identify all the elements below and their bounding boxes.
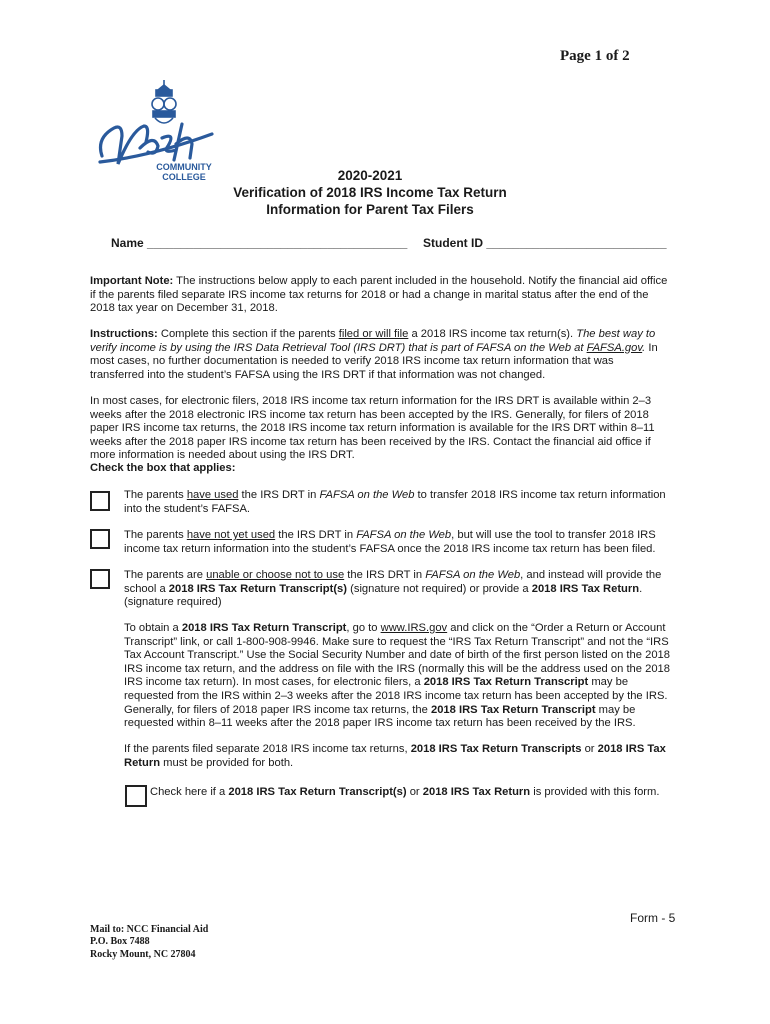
option-3-t5: .(signature required): [124, 582, 643, 609]
option-3-bold-2: 2018 IRS Tax Return: [531, 582, 640, 595]
transcript-provided-checkbox[interactable]: [125, 785, 147, 807]
student-id-field[interactable]: Student ID ___________________________: [423, 236, 667, 250]
obtain-transcript-paragraph: [124, 622, 676, 731]
important-note-text: The instructions below apply to each parent included in the household. Notify the financial aid office if the parents filed separate IRS income tax returns for 2018 or had a change in marital status after the end of the 2018 tax year on December 31, 2018.: [90, 275, 668, 315]
separate-returns-paragraph: [124, 743, 676, 770]
important-note: [90, 275, 670, 316]
important-note-label: Important Note:: [90, 275, 174, 287]
option-3-italic: FAFSA on the Web: [425, 569, 521, 581]
separate-t1: If the parents filed separate 2018 IRS income tax returns,: [124, 743, 411, 755]
option-2-checkbox[interactable]: [90, 529, 110, 549]
title-line-3: Information for Parent Tax Filers: [266, 202, 474, 217]
option-1-t2: the IRS DRT in: [238, 489, 320, 501]
logo-line-community: COMMUNITY: [156, 162, 212, 172]
logo-line-college: COLLEGE: [162, 172, 206, 182]
title-year: 2020-2021: [337, 168, 403, 183]
obtain-t5: may be requested within 8–11 weeks after the 2018 paper IRS income tax return has been received by the IRS.: [124, 703, 636, 730]
instructions-text-2: a 2018 IRS income tax return(s).: [408, 328, 577, 340]
final-check-t3: is provided with this form.: [530, 786, 660, 798]
instructions-text-1: Complete this section if the parents: [157, 328, 339, 340]
mail-address: [90, 924, 208, 961]
mail-line-3: Rocky Mount, NC 27804: [90, 948, 196, 960]
separate-t2: or: [581, 743, 598, 755]
irs-link[interactable]: www.IRS.gov: [380, 622, 448, 634]
final-check-t2: or: [406, 786, 423, 798]
separate-t3: must be provided for both.: [160, 756, 294, 769]
fafsa-link[interactable]: FAFSA.gov: [586, 341, 643, 354]
obtain-bold-3: 2018 IRS Tax Return Transcript: [430, 703, 596, 716]
separate-bold-1: 2018 IRS Tax Return Transcripts: [410, 743, 582, 755]
option-2-t3: , but will use the tool to transfer 2018 IRS income tax return information into the student’s FAFSA once the 2018 IRS income tax return has been filed.: [124, 529, 656, 555]
option-1-text: [124, 489, 676, 516]
final-check-bold-1: 2018 IRS Tax Return Transcript(s): [228, 786, 407, 798]
mail-line-1: Mail to: NCC Financial Aid: [90, 924, 209, 935]
final-check-t1: Check here if a: [150, 786, 229, 798]
instructions-text-3: In most cases, no further documentation is needed to verify 2018 IRS income tax return information that was transferred into the student’s FAFSA using the IRS DRT if that information was not changed.: [90, 341, 658, 381]
obtain-t2: , go to: [346, 622, 381, 634]
option-3-t1: The parents are: [124, 569, 207, 581]
electronic-filers-paragraph: In most cases, for electronic filers, 2018 IRS income tax return information for the IRS DRT is available within 2–3 weeks after the 2018 electronic IRS income tax return has been accepted by the IRS. Generally, for filers of 2018 paper IRS income tax returns, the 2018 IRS income tax return information is available for the IRS DRT within 8–11 weeks after the 2018 paper IRS income tax return has been received by the IRS. Contact the financial aid office if more information is needed about using the IRS DRT.: [90, 395, 655, 462]
name-field[interactable]: Name _______________________________________: [111, 236, 408, 250]
check-header: Check the box that applies:: [90, 462, 236, 474]
option-3-t2: the IRS DRT in: [344, 569, 426, 581]
transcript-provided-text: [150, 786, 676, 800]
option-2-italic: FAFSA on the Web: [356, 529, 452, 541]
obtain-t3: and click on the “Order a Return or Account Transcript” link, or call 1-800-908-9946. Make sure to request the “IRS Tax Return Transcript” and not the “IRS Tax Account Transcript.” Use the Social Security Number and date of birth of the first person listed on the 2018 IRS income tax return, and the address on file with the IRS (normally this will be the address used on the 2018 IRS income tax return). In most cases, for electronic filers, a: [124, 622, 670, 689]
option-2-underline: have not yet used: [186, 529, 276, 541]
title-line-2: Verification of 2018 IRS Income Tax Return: [233, 185, 507, 200]
option-1-t3: to transfer 2018 IRS income tax return information into the student’s FAFSA.: [124, 489, 666, 515]
obtain-bold-2: 2018 IRS Tax Return Transcript: [423, 676, 589, 689]
option-3-checkbox[interactable]: [90, 569, 110, 589]
option-1-italic: FAFSA on the Web: [319, 489, 415, 501]
obtain-bold-1: 2018 IRS Tax Return Transcript: [181, 622, 347, 634]
separate-bold-2: 2018 IRS Tax Return: [124, 743, 666, 769]
page-number: Page 1 of 2: [560, 48, 630, 64]
option-3-t4: (signature not required) or provide a: [347, 582, 532, 595]
option-2-t2: the IRS DRT in: [275, 529, 357, 541]
option-3-text: [124, 569, 676, 610]
form-title: [150, 167, 590, 218]
form-number: Form - 5: [630, 911, 676, 925]
option-3-bold-1: 2018 IRS Tax Return Transcript(s): [168, 582, 348, 595]
instructions-italic-end: .: [642, 341, 646, 354]
instructions-label: Instructions:: [90, 328, 158, 340]
final-check-bold-2: 2018 IRS Tax Return: [422, 786, 531, 798]
mail-line-2: P.O. Box 7488: [90, 936, 150, 948]
option-3-underline: unable or choose not to use: [206, 569, 345, 581]
obtain-t1: To obtain a: [124, 622, 182, 634]
option-1-t1: The parents: [124, 489, 187, 501]
instructions: [90, 328, 670, 382]
obtain-t4: may be requested from the IRS within 2–3 weeks after the 2018 IRS income tax return has been accepted by the IRS. Generally, for filers of 2018 paper IRS income tax returns, the: [124, 676, 668, 716]
option-2-t1: The parents: [124, 529, 187, 541]
option-1-checkbox[interactable]: [90, 491, 110, 511]
instructions-italic: The best way to verify income is by using the IRS Data Retrieval Tool (IRS DRT) that is part of FAFSA on the Web at: [90, 328, 656, 354]
option-1-underline: have used: [186, 489, 239, 501]
option-3-t3: , and instead will provide the school a: [124, 569, 662, 595]
instructions-underline: filed or will file: [338, 328, 409, 340]
option-2-text: [124, 529, 676, 556]
